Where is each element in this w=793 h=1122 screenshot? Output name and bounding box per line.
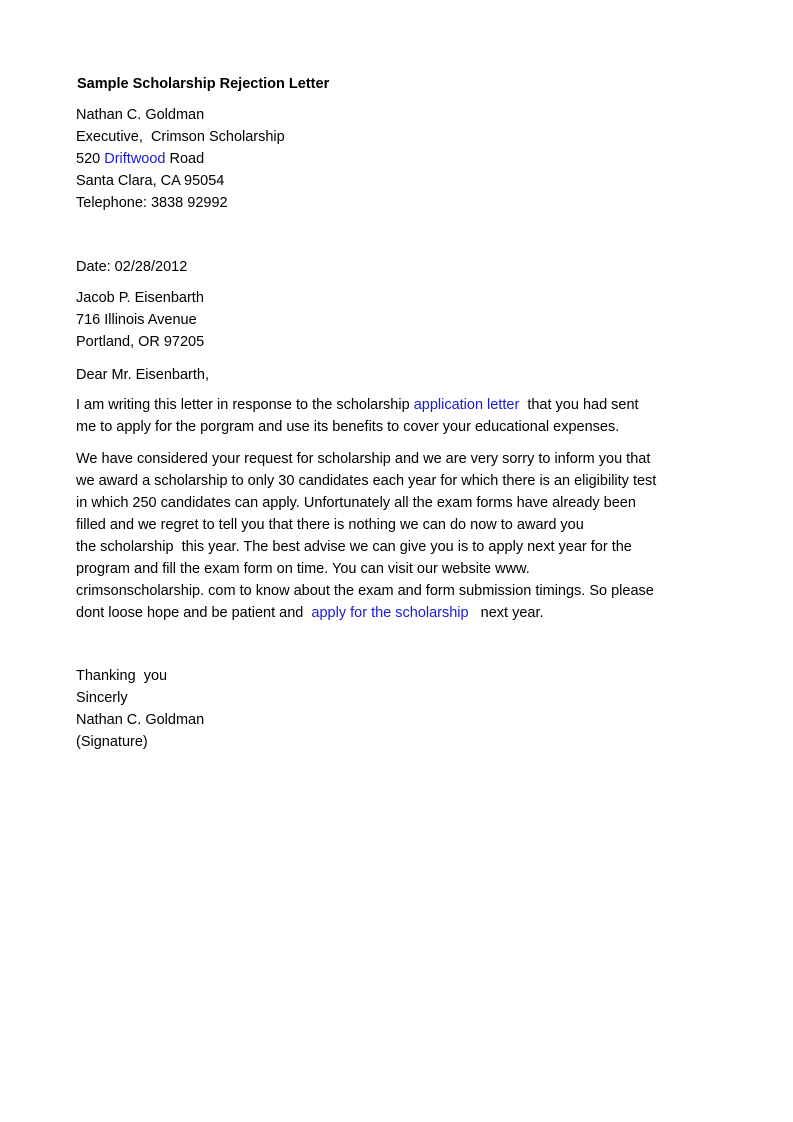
- closing-sign-off: Sincerly: [76, 690, 128, 706]
- salutation-text: Dear Mr. Eisenbarth,: [76, 367, 209, 383]
- apply-for-scholarship-link[interactable]: apply for the scholarship: [311, 605, 469, 621]
- driftwood-link[interactable]: Driftwood: [104, 151, 166, 167]
- paragraph-line: program and fill the exam form on time. You can visit our website www.: [76, 561, 530, 577]
- closing-thanks: Thanking you: [76, 668, 168, 684]
- recipient-city: Portland, OR 97205: [76, 334, 205, 350]
- sender-telephone: Telephone: 3838 92992: [76, 195, 228, 211]
- p2-text-post: next year.: [468, 605, 544, 621]
- paragraph-1: [76, 394, 716, 438]
- paragraph-line: [76, 602, 716, 624]
- salutation: [76, 364, 209, 386]
- sender-city: Santa Clara, CA 95054: [76, 173, 225, 189]
- paragraph-2: [76, 448, 716, 624]
- sender-block: [76, 104, 285, 214]
- address-suffix: Road: [165, 151, 205, 167]
- recipient-block: [76, 287, 204, 353]
- paragraph-line: in which 250 candidates can apply. Unfortunately all the exam forms have already been: [76, 495, 636, 511]
- recipient-street: 716 Illinois Avenue: [76, 312, 197, 328]
- paragraph-line: We have considered your request for scholarship and we are very sorry to inform you that: [76, 451, 651, 467]
- letter-date: [76, 256, 187, 278]
- sender-address: [76, 148, 285, 170]
- application-letter-link[interactable]: application letter: [413, 397, 520, 413]
- closing-signature: (Signature): [76, 734, 148, 750]
- address-prefix: 520: [76, 151, 105, 167]
- paragraph-line: the scholarship this year. The best advise we can give you is to apply next year for the: [76, 539, 632, 555]
- paragraph-line: we award a scholarship to only 30 candidates each year for which there is an eligibility test: [76, 473, 657, 489]
- paragraph-line: crimsonscholarship. com to know about the exam and form submission timings. So please: [76, 583, 654, 599]
- p1-text-pre: I am writing this letter in response to the scholarship: [76, 397, 414, 413]
- closing-block: [76, 665, 204, 753]
- p2-text-pre: dont loose hope and be patient and: [76, 605, 312, 621]
- date-text: Date: 02/28/2012: [76, 259, 188, 275]
- p1-text-post: that you had sent: [519, 397, 639, 413]
- recipient-name: Jacob P. Eisenbarth: [76, 290, 204, 306]
- sender-position: Executive, Crimson Scholarship: [76, 129, 285, 145]
- paragraph-line: filled and we regret to tell you that there is nothing we can do now to award you: [76, 517, 584, 533]
- document-title: Sample Scholarship Rejection Letter: [77, 76, 330, 92]
- paragraph-line: [76, 394, 716, 416]
- sender-name: Nathan C. Goldman: [76, 107, 205, 123]
- closing-name: Nathan C. Goldman: [76, 712, 205, 728]
- paragraph-line: me to apply for the porgram and use its benefits to cover your educational expenses.: [76, 419, 620, 435]
